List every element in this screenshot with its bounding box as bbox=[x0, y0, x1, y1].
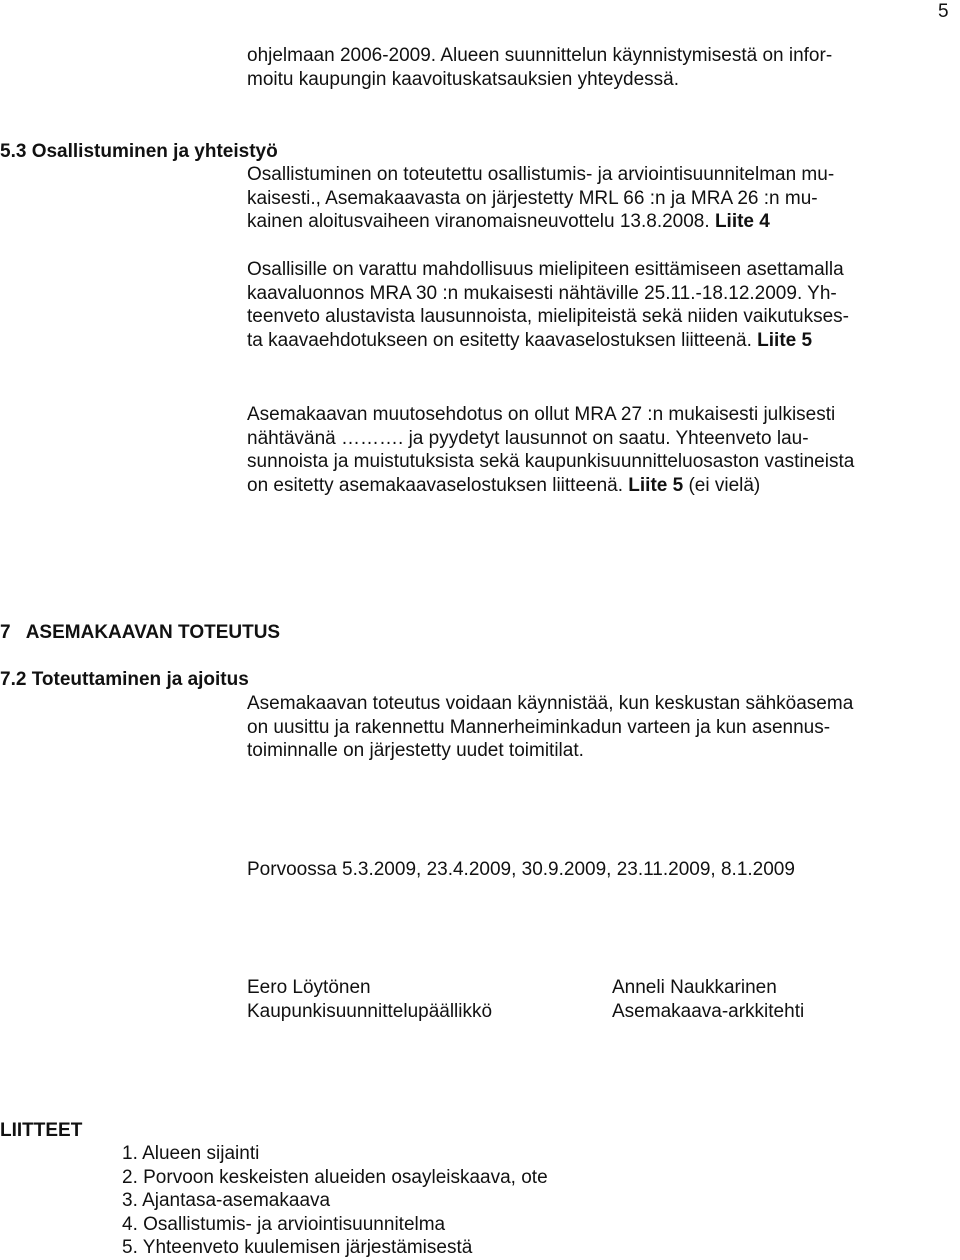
attachment-reference: Liite 5 bbox=[628, 474, 684, 496]
attachments-heading: LIITTEET bbox=[0, 1120, 83, 1141]
signature-block bbox=[247, 976, 492, 1023]
section-5-3-paragraph-1 bbox=[247, 163, 907, 234]
paragraph-line: Asemakaavan muutosehdotus on ollut MRA 27 :n mukaisesti julkisesti bbox=[247, 404, 836, 425]
section-heading-7-2: 7.2 Toteuttaminen ja ajoitus bbox=[0, 669, 249, 690]
signature-block bbox=[612, 976, 804, 1023]
paragraph-text: kainen aloitusvaiheen viranomaisneuvottelu 13.8.2008. bbox=[247, 211, 715, 232]
section-5-3-paragraph-2 bbox=[247, 258, 907, 352]
section-heading-5-3: 5.3 Osallistuminen ja yhteistyö bbox=[0, 141, 278, 162]
paragraph-line bbox=[247, 329, 907, 353]
paragraph-line: toiminnalle on järjestetty uudet toimitilat. bbox=[247, 740, 584, 761]
section-heading-7: 7 ASEMAKAAVAN TOTEUTUS bbox=[0, 622, 281, 643]
intro-line: moitu kaupungin kaavoituskatsauksien yhteydessä. bbox=[247, 68, 679, 90]
section-5-3-paragraph-3 bbox=[247, 403, 907, 497]
intro-line: ohjelmaan 2006-2009. Alueen suunnittelun käynnistymisestä on infor- bbox=[247, 45, 833, 66]
paragraph-line bbox=[247, 210, 907, 234]
paragraph-line: sunnoista ja muistutuksista sekä kaupunkisuunnitteluosaston vastineista bbox=[247, 451, 855, 472]
attachments-list bbox=[122, 1142, 548, 1260]
attachment-reference: Liite 4 bbox=[714, 211, 770, 232]
attachment-reference: Liite 5 bbox=[757, 329, 813, 351]
paragraph-line: kaavaluonnos MRA 30 :n mukaisesti nähtäville 25.11.-18.12.2009. Yh- bbox=[247, 282, 837, 304]
page-number: 5 bbox=[938, 1, 949, 22]
intro-paragraph bbox=[247, 44, 907, 91]
paragraph-text: ta kaavaehdotukseen on esitetty kaavaselostuksen liitteenä. bbox=[247, 329, 758, 351]
paragraph-text: on esitetty asemakaavaselostuksen liitteenä. bbox=[247, 474, 629, 496]
paragraph-line: teenveto alustavista lausunnoista, mielipiteistä sekä niiden vaikutukses- bbox=[247, 306, 849, 327]
signer-title: Asemakaava-arkkitehti bbox=[612, 1000, 805, 1022]
paragraph-line: kaisesti., Asemakaavasta on järjestetty MRL 66 :n ja MRA 26 :n mu- bbox=[247, 187, 818, 209]
list-item: 3. Ajantasa-asemakaava bbox=[122, 1190, 331, 1211]
paragraph-line: on uusittu ja rakennettu Mannerheiminkadun varteen ja kun asennus- bbox=[247, 716, 831, 738]
list-item: 1. Alueen sijainti bbox=[122, 1143, 260, 1164]
paragraph-line: nähtävänä ………. ja pyydetyt lausunnot on saatu. Yhteenveto lau- bbox=[247, 427, 809, 449]
signer-name: Anneli Naukkarinen bbox=[612, 977, 777, 998]
paragraph-line: Asemakaavan toteutus voidaan käynnistää, kun keskustan sähköasema bbox=[247, 693, 854, 714]
paragraph-line: Osallistuminen on toteutettu osallistumis- ja arviointisuunnitelman mu- bbox=[247, 164, 835, 185]
list-item: 2. Porvoon keskeisten alueiden osayleiskaava, ote bbox=[122, 1166, 548, 1188]
signer-title: Kaupunkisuunnittelupäällikkö bbox=[247, 1000, 493, 1022]
paragraph-line bbox=[247, 474, 907, 498]
signer-name: Eero Löytönen bbox=[247, 977, 371, 998]
section-7-2-paragraph bbox=[247, 692, 907, 763]
place-and-dates: Porvoossa 5.3.2009, 23.4.2009, 30.9.2009, 23.11.2009, 8.1.2009 bbox=[247, 859, 795, 880]
list-item: 5. Yhteenveto kuulemisen järjestämisestä bbox=[122, 1237, 473, 1258]
paragraph-text: (ei vielä) bbox=[683, 474, 761, 496]
list-item: 4. Osallistumis- ja arviointisuunnitelma bbox=[122, 1213, 446, 1235]
paragraph-line: Osallisille on varattu mahdollisuus mielipiteen esittämiseen asettamalla bbox=[247, 259, 844, 280]
